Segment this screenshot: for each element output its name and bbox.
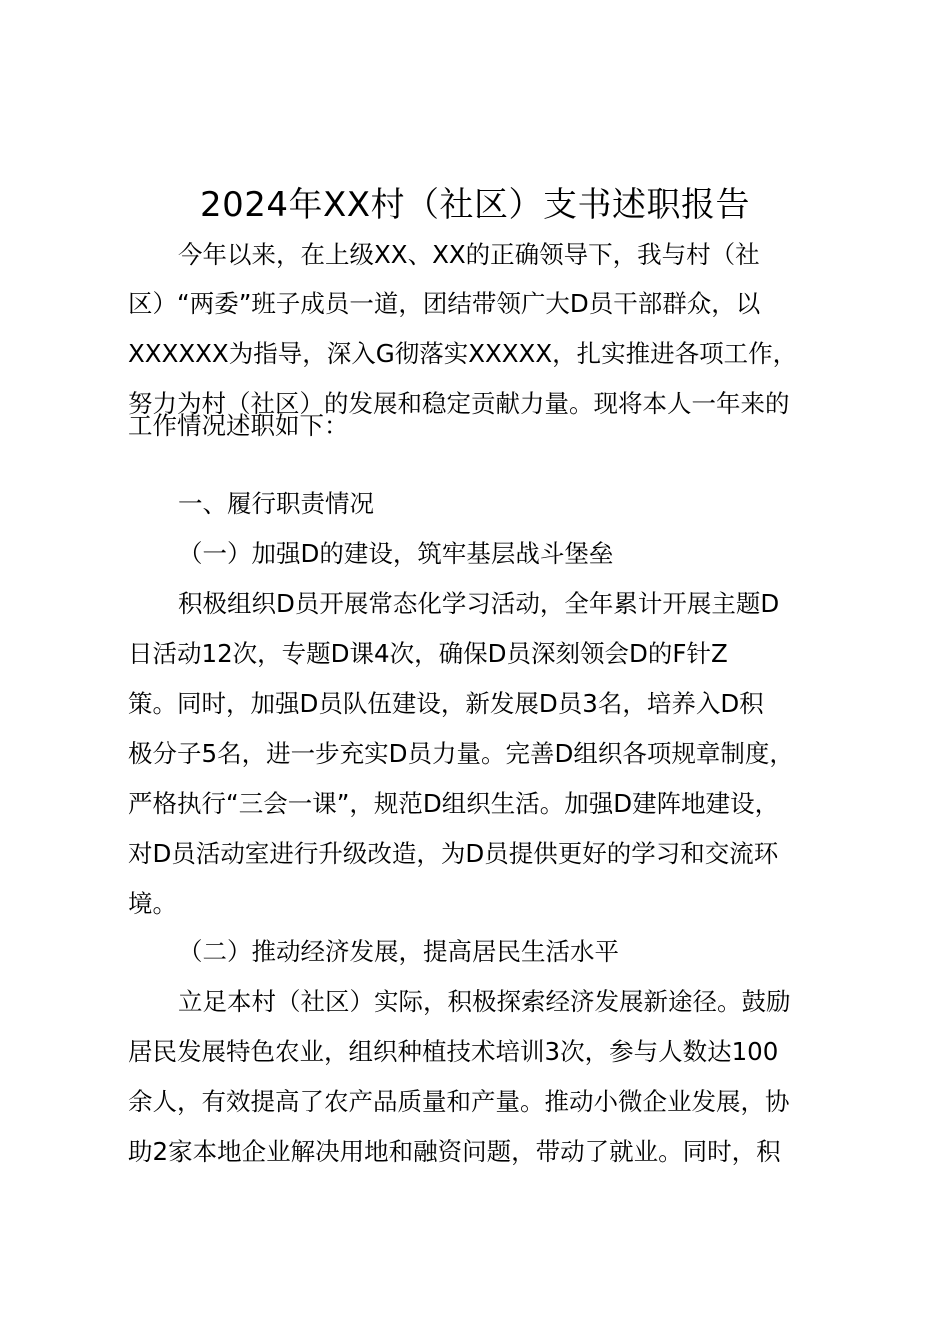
paragraph-line: 立足本村（社区）实际，积极探索经济发展新途径。鼓励 <box>178 987 791 1016</box>
paragraph-line: 努力为村（社区）的发展和稳定贡献力量。现将本人一年来的 <box>128 389 790 418</box>
paragraph-line: 余人，有效提高了农产品质量和产量。推动小微企业发展，协 <box>128 1087 790 1116</box>
subsection-heading: （一）加强D的建设，筑牢基层战斗堡垒 <box>178 539 614 568</box>
paragraph-line: 境。 <box>128 889 177 918</box>
paragraph-line: 策。同时，加强D员队伍建设，新发展D员3名，培养入D积 <box>128 689 764 718</box>
paragraph-line: 日活动12次，专题D课4次，确保D员深刻领会D的F针Z <box>128 639 728 668</box>
subsection-heading: （二）推动经济发展，提高居民生活水平 <box>178 937 619 966</box>
paragraph-line: 区）“两委”班子成员一道，团结带领广大D员干部群众，以 <box>128 289 761 318</box>
paragraph-line: 严格执行“三会一课”，规范D组织生活。加强D建阵地建设， <box>128 789 780 818</box>
section-heading: 一、履行职责情况 <box>178 489 374 518</box>
paragraph-line: 助2家本地企业解决用地和融资问题，带动了就业。同时，积 <box>128 1137 781 1166</box>
paragraph-line: 工作情况述职如下： <box>128 411 349 440</box>
paragraph-line: 积极组织D员开展常态化学习活动，全年累计开展主题D <box>178 589 780 618</box>
document-title: 2024年XX村（社区）支书述职报告 <box>199 185 751 225</box>
paragraph-line: 居民发展特色农业，组织种植技术培训3次，参与人数达100 <box>128 1037 779 1066</box>
paragraph-line: 极分子5名，进一步充实D员力量。完善D组织各项规章制度， <box>128 739 794 768</box>
paragraph-line: 对D员活动室进行升级改造，为D员提供更好的学习和交流环 <box>128 839 779 868</box>
paragraph-line: XXXXXX为指导，深入G彻落实XXXXX，扎实推进各项工作， <box>128 339 798 368</box>
paragraph-line: 今年以来，在上级XX、XX的正确领导下，我与村（社 <box>178 240 760 269</box>
